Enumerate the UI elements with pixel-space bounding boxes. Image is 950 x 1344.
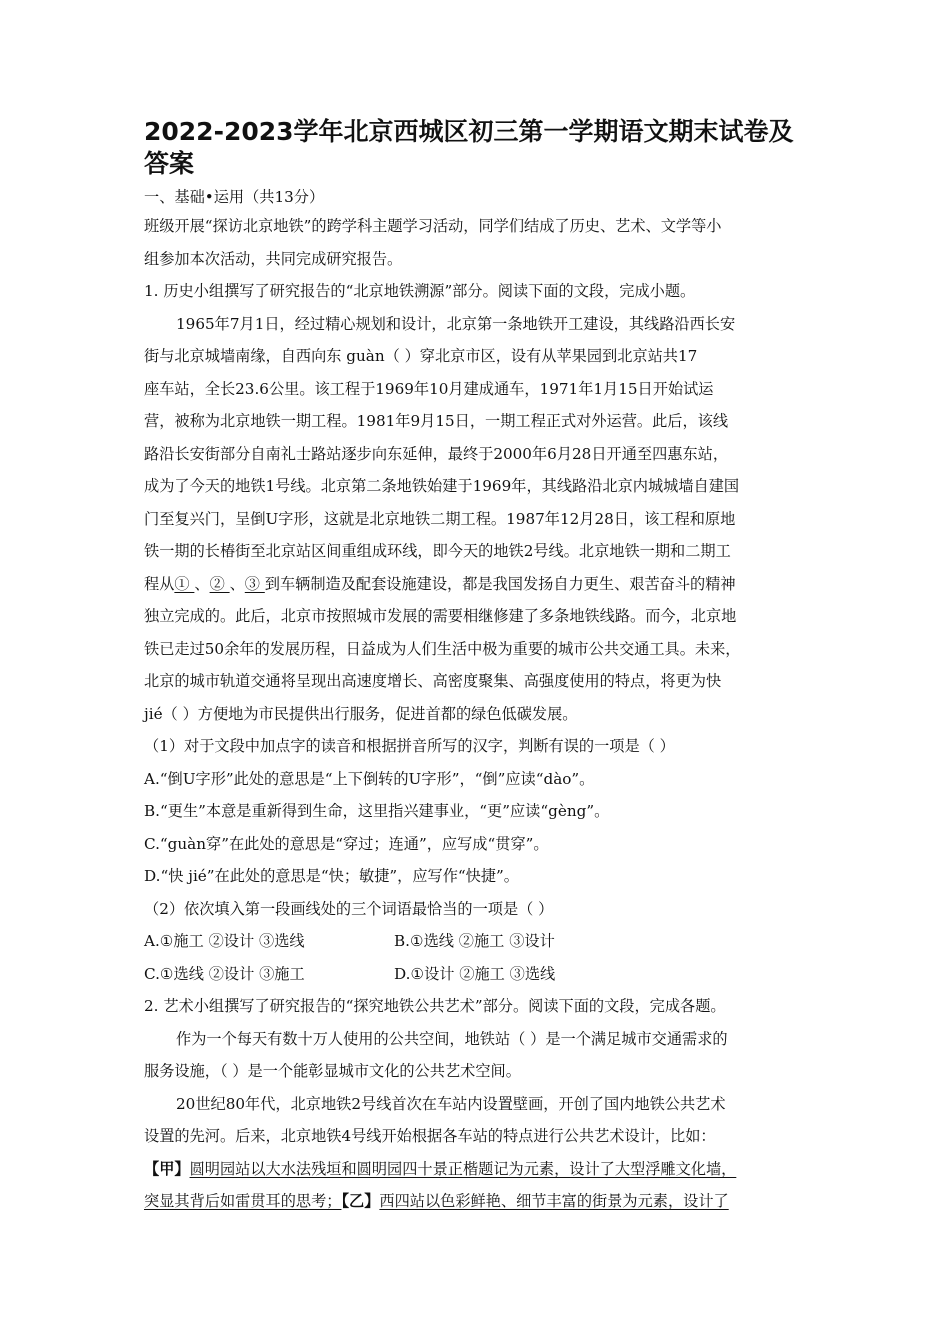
passage-line-yi [144,1185,814,1218]
passage-line: 成为了今天的地铁1号线。北京第二条地铁始建于1969年，其线路沿北京内城城墙自建国 [144,477,740,495]
underlined-blank-3: ③ [244,574,265,593]
passage-line: 北京的城市轨道交通将呈现出高速度增长、高密度聚集、高强度使用的特点，将更为快 [144,672,722,690]
passage-line: 独立完成的。此后，北京市按照城市发展的需要相继修建了多条地铁线路。而今，北京地 [144,607,737,625]
underlined-sentence-jia: 圆明园站以大水法残垣和圆明园四十景正楷题记为元素，设计了大型浮雕文化墙， [189,1159,737,1178]
passage-text: 程从 [144,574,175,593]
options-row [144,925,814,958]
options-row [144,958,814,991]
passage-line: 作为一个每天有数十万人使用的公共空间，地铁站（ ）是一个满足城市交通需求的 [176,1029,728,1048]
underlined-sentence-jia-end: 突显其背后如雷贯耳的思考； [144,1192,342,1210]
passage-line: 座车站，全长23.6公里。该工程于1969年10月建成通车，1971年1月15日开始试运 [144,379,714,398]
intro-line: 班级开展“探访北京地铁”的跨学科主题学习活动，同学们结成了历史、艺术、文学等小 [144,217,722,235]
passage-line: 街与北京城墙南缘，自西向东 guàn（ ）穿北京市区，设有从苹果园到北京站共17 [144,347,698,365]
passage-line: 路沿长安街部分自南礼士路站逐步向东延伸，最终于2000年6月28日开通至四惠东站， [144,444,729,463]
underlined-blank-2: ② [209,574,230,593]
question-1-stem: 1. 历史小组撰写了研究报告的“北京地铁溯源”部分。阅读下面的文段，完成小题。 [144,282,696,300]
passage-line: jié（ ）方便地为市民提供出行服务，促进首都的绿色低碳发展。 [144,704,578,723]
intro-line: 组参加本次活动，共同完成研究报告。 [144,249,403,268]
passage-line-jia [144,1153,814,1186]
section-header: 一、基础•运用（共13分） [144,188,325,206]
separator: 、 [194,574,210,593]
passage-line-with-blanks [144,568,814,601]
question-2-stem: 2. 艺术小组撰写了研究报告的“探究地铁公共艺术”部分。阅读下面的文段，完成各题。 [144,997,726,1015]
option-c: C.“guàn穿”在此处的意思是“穿过；连通”，应写成“贯穿”。 [144,834,549,853]
passage-line: 服务设施，（ ）是一个能彰显城市文化的公共艺术空间。 [144,1062,521,1080]
passage-line: 1965年7月1日，经过精心规划和设计，北京第一条地铁开工建设，其线路沿西长安 [176,314,736,333]
label-jia: 【甲】 [144,1159,190,1178]
separator: 、 [229,574,245,593]
passage-line: 铁已走过50余年的发展历程，日益成为人们生活中极为重要的城市公共交通工具。未来， [144,639,741,658]
option-d: D.①设计 ②施工 ③选线 [394,964,556,983]
exam-page [144,116,814,1218]
passage-line: 设置的先河。后来，北京地铁4号线开始根据各车站的特点进行公共艺术设计，比如： [144,1127,716,1145]
sub-question-2-stem: （2）依次填入第一段画线处的三个词语最恰当的一项是（ ） [144,899,554,918]
passage-line: 门至复兴门，呈倒U字形，这就是北京地铁二期工程。1987年12月28日，该工程和原地 [144,509,736,528]
option-a: A.①施工 ②设计 ③选线 [144,932,305,950]
underlined-sentence-yi: 西四站以色彩鲜艳、细节丰富的街景为元素，设计了 [379,1192,729,1210]
document-title: 2022-2023学年北京西城区初三第一学期语文期末试卷及答案 [144,117,794,178]
underlined-blank-1: ① [174,574,195,593]
option-b: B.①选线 ②施工 ③设计 [394,932,555,950]
option-d: D.“快 jié”在此处的意思是“快；敏捷”，应写作“快捷”。 [144,867,519,885]
passage-line: 营，被称为北京地铁一期工程。1981年9月15日，一期工程正式对外运营。此后，该线 [144,412,729,430]
label-yi: 【乙】 [341,1192,380,1210]
sub-question-1-stem: （1）对于文段中加点字的读音和根据拼音所写的汉字，判断有误的一项是（ ） [144,737,675,755]
passage-line: 20世纪80年代，北京地铁2号线首次在车站内设置壁画，开创了国内地铁公共艺术 [176,1094,726,1113]
option-b: B.“更生”本意是重新得到生命，这里指兴建事业，“更”应读“gèng”。 [144,802,610,820]
option-a: A.“倒U字形”此处的意思是“上下倒转的U字形”，“倒”应读“dào”。 [144,769,595,788]
option-c: C.①选线 ②设计 ③施工 [144,964,305,983]
passage-line: 铁一期的长椿街至北京站区间重组成环线，即今天的地铁2号线。北京地铁一期和二期工 [144,542,731,560]
passage-text: 到车辆制造及配套设施建设，都是我国发扬自力更生、艰苦奋斗的精神 [264,574,736,593]
